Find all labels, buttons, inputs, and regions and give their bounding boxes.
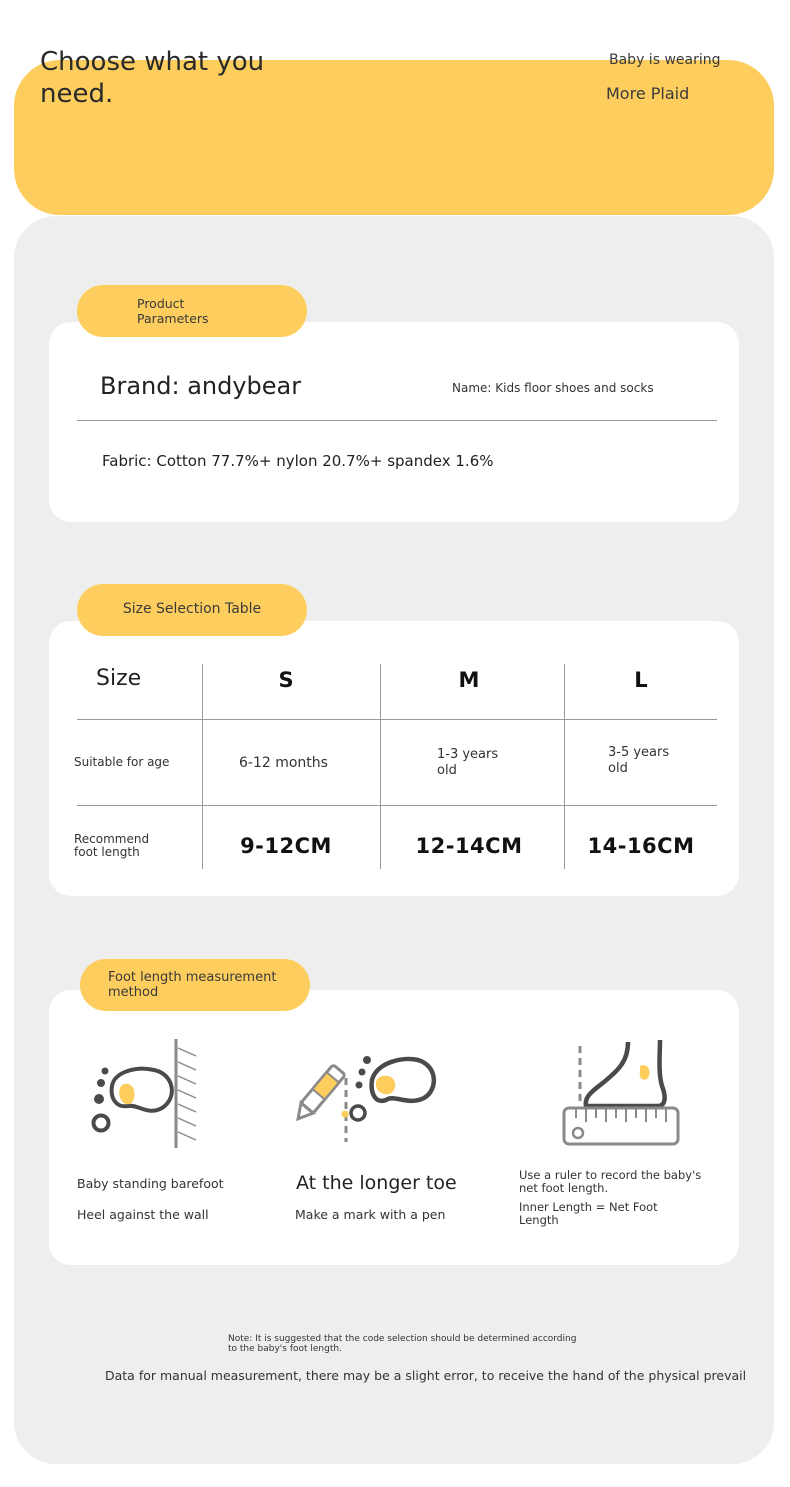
age-cell-l: 3-5 years old xyxy=(608,745,670,776)
step2-text: At the longer toe xyxy=(296,1172,457,1194)
header-subtitle-secondary: More Plaid xyxy=(606,84,690,103)
table-column-divider xyxy=(564,664,565,869)
size-column-s: S xyxy=(278,668,294,692)
step2-detail: Make a mark with a pen xyxy=(295,1207,446,1222)
table-column-divider xyxy=(380,664,381,869)
note-text: Note: It is suggested that the code selection should be determined according to the baby's foot length. xyxy=(228,1334,577,1354)
product-parameters-card xyxy=(49,322,739,522)
foot-against-wall-icon xyxy=(88,1036,203,1151)
age-row-label: Suitable for age xyxy=(74,755,170,769)
step1-text: Baby standing barefoot xyxy=(77,1176,224,1191)
table-row-divider xyxy=(77,805,717,806)
age-cell-m: 1-3 years old xyxy=(437,747,499,778)
tag-label: Foot length measurement method xyxy=(108,970,277,1000)
page-title: Choose what you need. xyxy=(40,47,265,109)
tag-label: Product Parameters xyxy=(137,296,209,326)
measurement-tag xyxy=(80,959,310,1011)
table-row-divider xyxy=(77,719,717,720)
size-column-m: M xyxy=(458,668,480,692)
ruler-foot-icon xyxy=(558,1036,686,1151)
length-cell-l: 14-16CM xyxy=(587,834,695,858)
disclaimer-text: Data for manual measurement, there may be a slight error, to receive the hand of the physical prevail xyxy=(105,1368,747,1383)
length-cell-m: 12-14CM xyxy=(415,834,523,858)
step3-detail: Inner Length = Net Foot Length xyxy=(519,1200,658,1227)
product-parameters-tag xyxy=(77,285,307,337)
step1-detail: Heel against the wall xyxy=(77,1207,209,1222)
length-cell-s: 9-12CM xyxy=(240,834,332,858)
header-subtitle: Baby is wearing xyxy=(609,52,721,68)
product-name: Name: Kids floor shoes and socks xyxy=(452,381,654,395)
pen-mark-icon xyxy=(290,1050,440,1145)
tag-label: Size Selection Table xyxy=(122,601,262,617)
step3-text: Use a ruler to record the baby's net foot length. xyxy=(519,1168,702,1195)
length-row-label: Recommend foot length xyxy=(74,832,150,859)
size-table-tag xyxy=(77,584,307,636)
table-column-divider xyxy=(202,664,203,869)
size-header: Size xyxy=(96,666,142,691)
brand-text: Brand: andybear xyxy=(100,372,302,400)
size-column-l: L xyxy=(634,668,648,692)
divider xyxy=(77,420,717,421)
age-cell-s: 6-12 months xyxy=(239,755,328,771)
fabric-text: Fabric: Cotton 77.7%+ nylon 20.7%+ spandex 1.6% xyxy=(102,452,494,470)
